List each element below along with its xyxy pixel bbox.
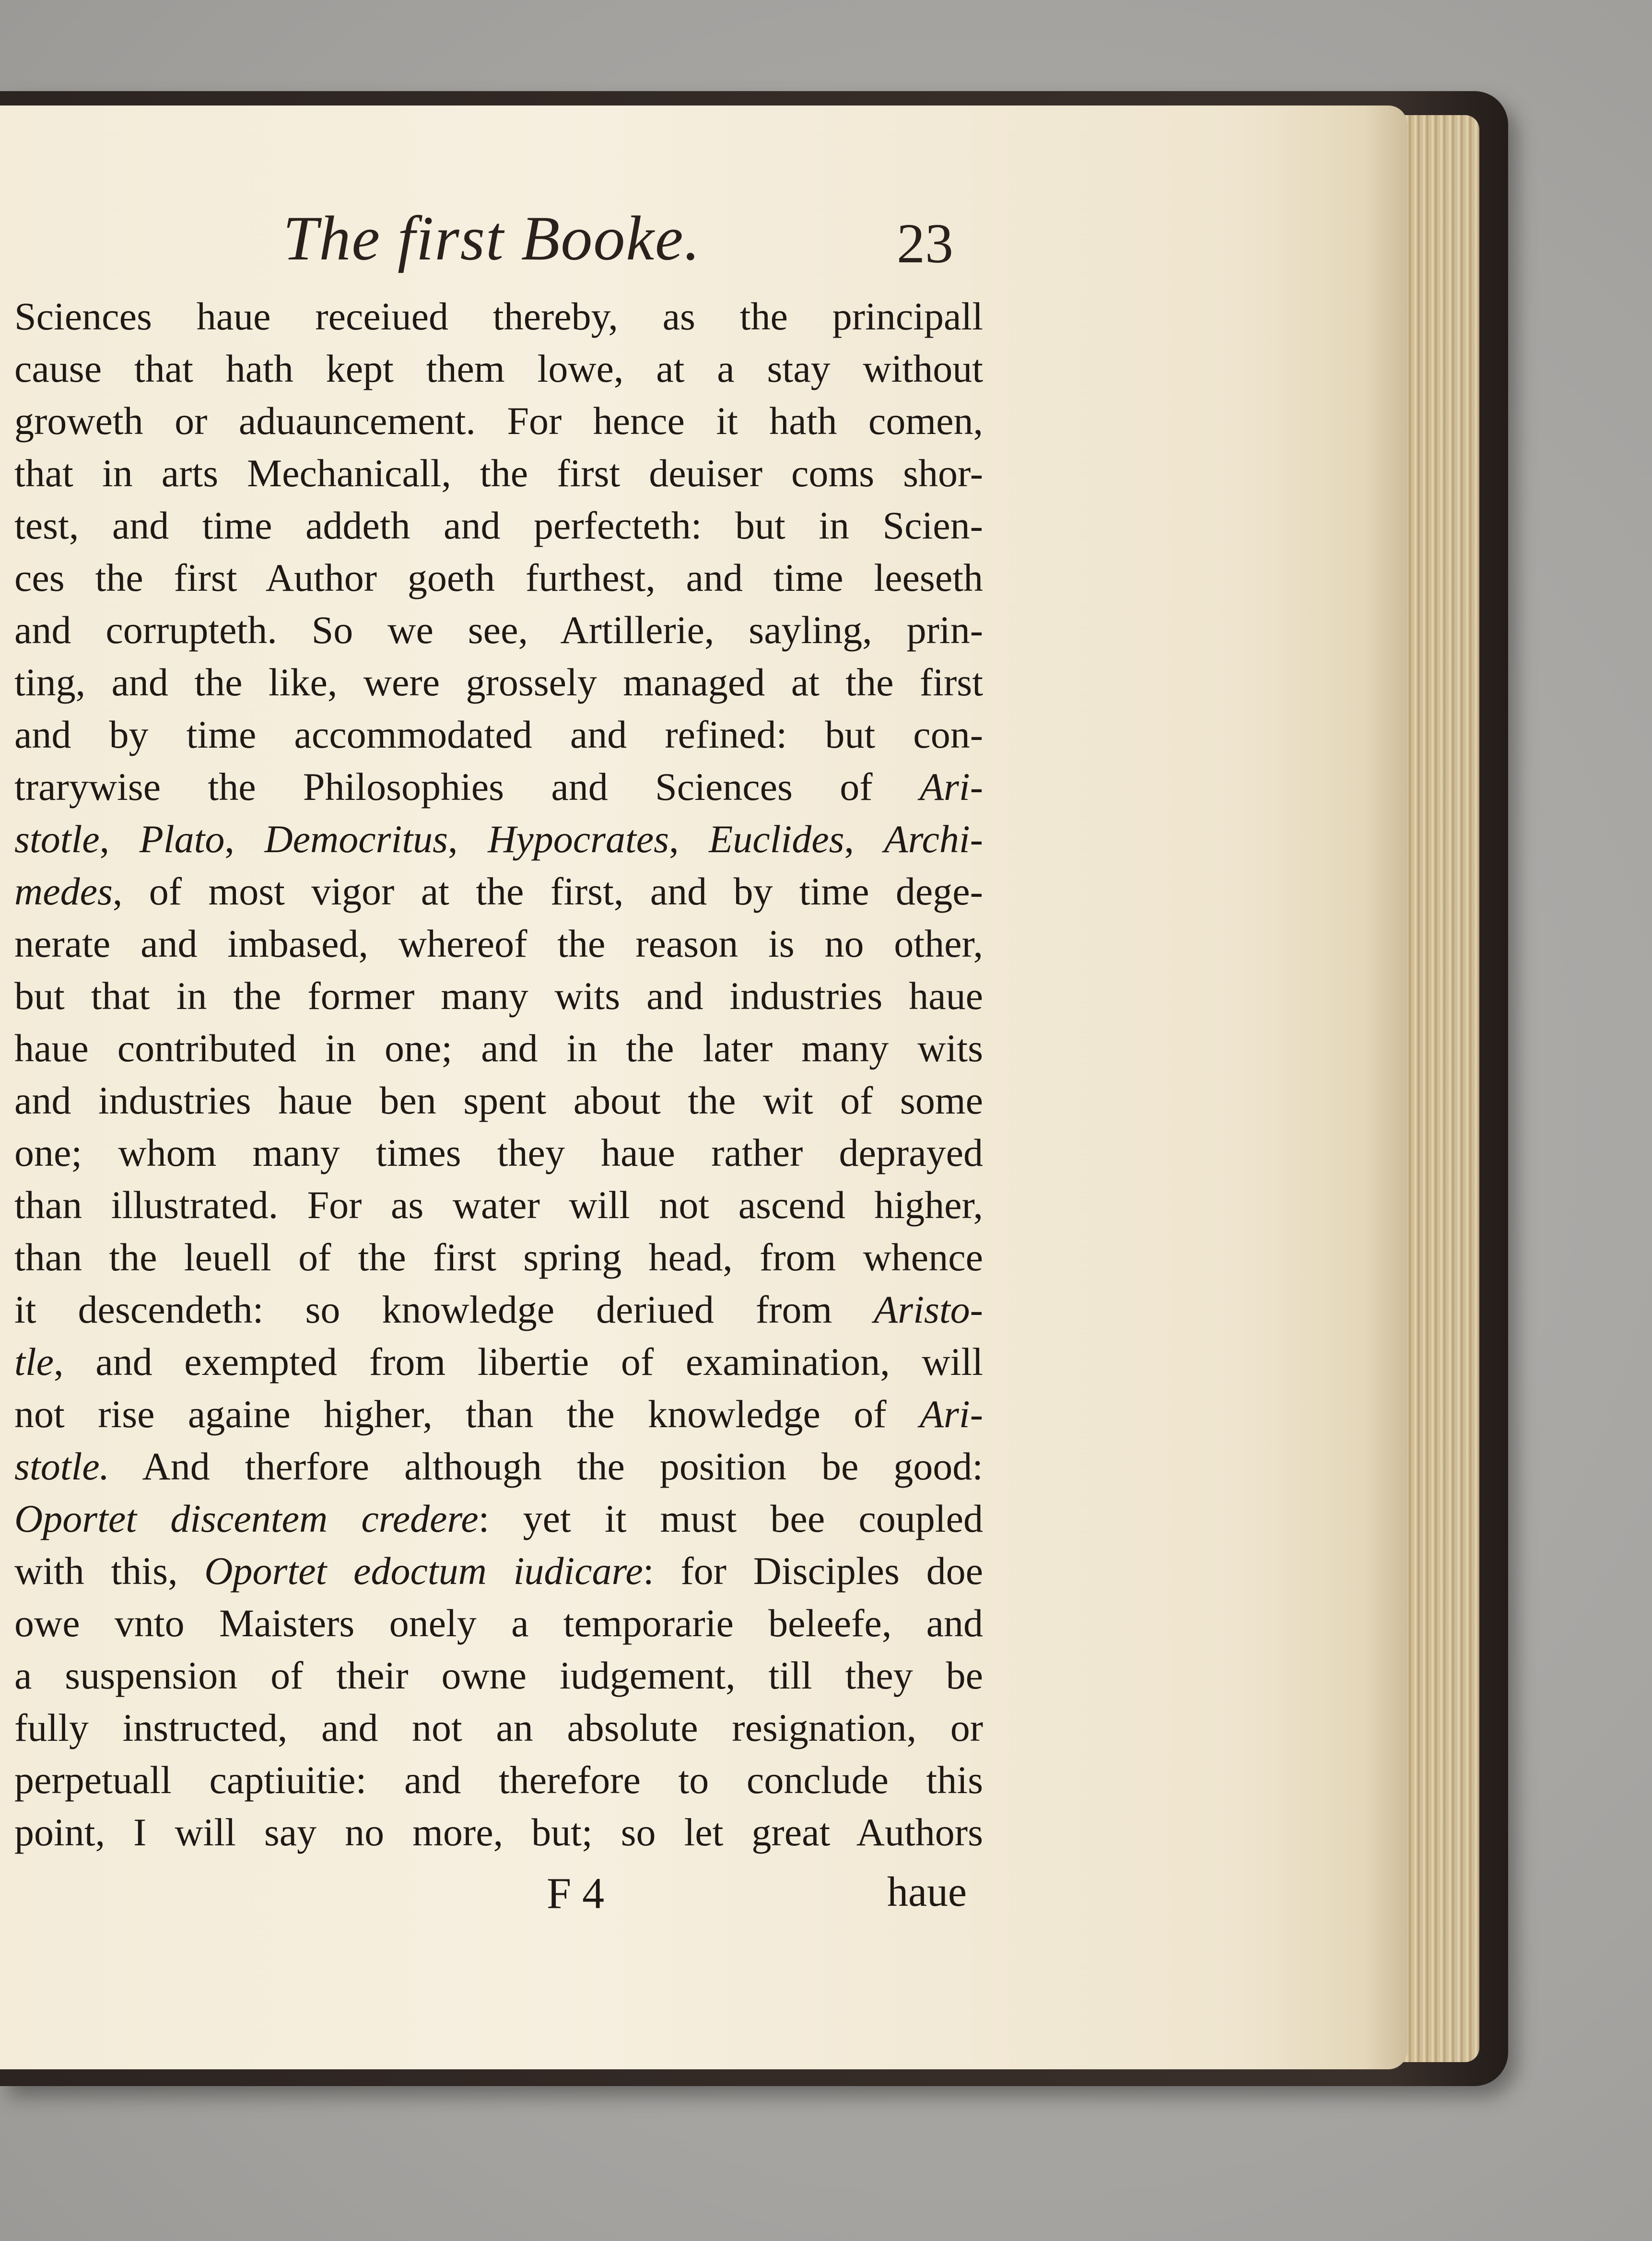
- text-line: [14, 342, 983, 395]
- roman-text: perpetuall captiuitie: and therefore to conclude this: [14, 1758, 983, 1802]
- roman-text: owe vnto Maisters onely a temporarie beleefe, and: [14, 1601, 983, 1645]
- roman-text: and industries haue ben spent about the wit of some: [14, 1079, 983, 1122]
- roman-text: haue contributed in one; and in the later many wits: [14, 1026, 983, 1070]
- roman-text: , of most vigor at the first, and by time dege-: [112, 869, 983, 913]
- italic-text: stotle: [14, 817, 100, 861]
- text-line: [14, 551, 983, 604]
- roman-text: Sciences haue receiued thereby, as the principall: [14, 294, 983, 338]
- page-number: 23: [897, 212, 953, 275]
- italic-text: medes: [14, 869, 113, 913]
- roman-text: test, and time addeth and perfecteth: but in Scien-: [14, 504, 983, 547]
- text-line: [14, 1754, 983, 1806]
- italic-text: stotle.: [14, 1444, 110, 1488]
- italic-text: Oportet discentem credere: [14, 1497, 479, 1540]
- roman-text: with this,: [14, 1549, 205, 1593]
- roman-text: groweth or aduauncement. For hence it hath comen,: [14, 399, 983, 443]
- roman-text: ,: [224, 817, 265, 861]
- running-head: [0, 201, 1007, 273]
- text-line: [14, 447, 983, 499]
- roman-text: cause that hath kept them lowe, at a stay without: [14, 347, 983, 390]
- italic-text: Hypocrates: [488, 817, 669, 861]
- text-line: [14, 1492, 983, 1545]
- italic-text: Democritus: [264, 817, 448, 861]
- text-line: [14, 1022, 983, 1074]
- italic-text: Euclides: [709, 817, 844, 861]
- text-line: [14, 290, 983, 342]
- text-line: [14, 708, 983, 761]
- text-line: [14, 499, 983, 551]
- roman-text: : yet it must bee coupled: [478, 1497, 983, 1540]
- roman-text: not rise againe higher, than the knowledge of: [14, 1392, 920, 1436]
- roman-text: ,: [844, 817, 884, 861]
- italic-text: Ari-: [919, 1392, 983, 1436]
- roman-text: than illustrated. For as water will not ascend higher,: [14, 1183, 983, 1227]
- roman-text: than the leuell of the first spring head, from whence: [14, 1235, 983, 1279]
- roman-text: nerate and imbased, whereof the reason is no other,: [14, 922, 983, 965]
- text-line: [14, 1701, 983, 1754]
- text-line: [14, 1806, 983, 1858]
- roman-text: ting, and the like, were grossely managed at the first: [14, 660, 983, 704]
- text-line: [14, 656, 983, 708]
- signature-mark: F 4: [547, 1869, 605, 1918]
- catchword: haue: [887, 1869, 967, 1915]
- text-line: [14, 1231, 983, 1283]
- text-line: [14, 1440, 983, 1492]
- roman-text: that in arts Mechanicall, the first deuiser coms shor-: [14, 451, 983, 495]
- text-line: [14, 970, 983, 1022]
- italic-text: Ari-: [919, 765, 983, 809]
- roman-text: and corrupteth. So we see, Artillerie, sayling, prin-: [14, 608, 983, 652]
- roman-text: , and exempted from libertie of examination, will: [53, 1340, 983, 1384]
- text-line: [14, 1388, 983, 1440]
- italic-text: Archi-: [884, 817, 983, 861]
- roman-text: trarywise the Philosophies and Sciences of: [14, 765, 920, 809]
- roman-text: ,: [99, 817, 140, 861]
- body-text: [14, 290, 983, 1858]
- text-line: [14, 813, 983, 865]
- roman-text: but that in the former many wits and industries haue: [14, 974, 983, 1018]
- text-line: [14, 761, 983, 813]
- text-line: [14, 1597, 983, 1649]
- text-line: [14, 1074, 983, 1126]
- roman-text: fully instructed, and not an absolute resignation, or: [14, 1706, 983, 1749]
- roman-text: ,: [448, 817, 488, 861]
- text-line: [14, 604, 983, 656]
- text-line: [14, 865, 983, 917]
- text-line: [14, 1649, 983, 1701]
- italic-text: Aristo-: [874, 1288, 983, 1331]
- page-header-title: The first Booke.: [283, 203, 701, 273]
- roman-text: and by time accommodated and refined: but con-: [14, 713, 983, 756]
- roman-text: a suspension of their owne iudgement, till they be: [14, 1654, 983, 1697]
- roman-text: one; whom many times they haue rather deprayed: [14, 1131, 983, 1174]
- roman-text: And therfore although the position be good:: [109, 1444, 983, 1488]
- italic-text: tle: [14, 1340, 54, 1384]
- text-line: [14, 1283, 983, 1336]
- italic-text: Plato: [139, 817, 225, 861]
- roman-text: it descendeth: so knowledge deriued from: [14, 1288, 874, 1331]
- italic-text: Oportet edoctum iudicare: [204, 1549, 643, 1593]
- roman-text: ,: [669, 817, 709, 861]
- text-line: [14, 917, 983, 970]
- roman-text: : for Disciples doe: [643, 1549, 983, 1593]
- text-line: [14, 1126, 983, 1179]
- page-edges: [1395, 115, 1479, 2062]
- text-line: [14, 1179, 983, 1231]
- text-line: [14, 395, 983, 447]
- page-footer: [0, 1868, 1007, 1925]
- roman-text: point, I will say no more, but; so let great Authors: [14, 1810, 983, 1854]
- text-line: [14, 1336, 983, 1388]
- text-line: [14, 1545, 983, 1597]
- roman-text: ces the first Author goeth furthest, and time leeseth: [14, 556, 983, 599]
